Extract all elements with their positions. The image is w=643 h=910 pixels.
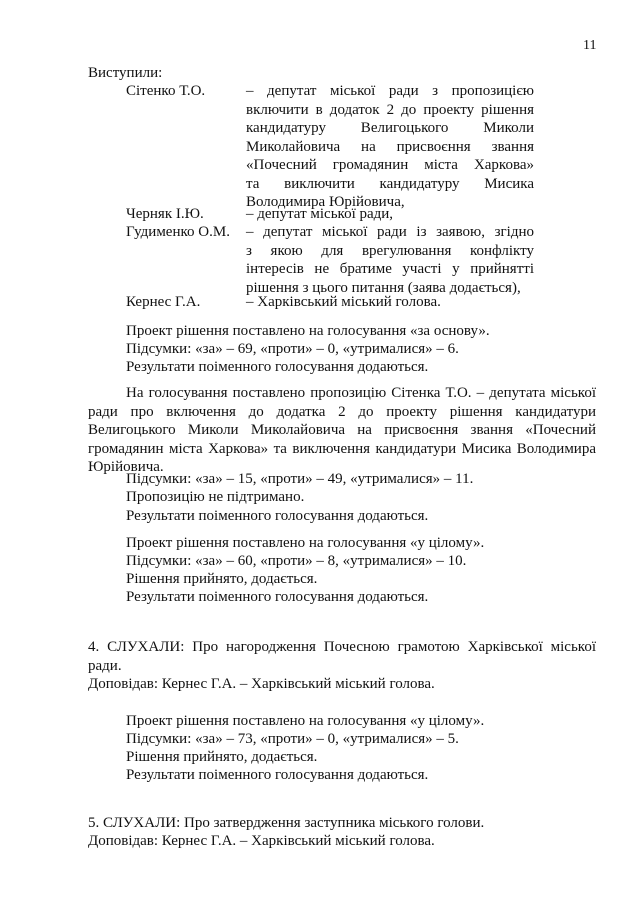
item4-heading-line: ради. xyxy=(88,657,122,674)
speaker-desc-line: – депутат міської ради із заявою, згідно xyxy=(246,224,534,240)
item4-heading-line: 4. СЛУХАЛИ: Про нагородження Почесною грамотою Харківської міської xyxy=(88,639,596,655)
speaker-name: Гудименко О.М. xyxy=(126,224,230,240)
item4-reporter: Доповідав: Кернес Г.А. – Харківський міський голова. xyxy=(88,676,435,692)
proposal-result-line: Підсумки: «за» – 15, «проти» – 49, «утрималися» – 11. xyxy=(126,471,474,487)
speaker-description xyxy=(246,205,534,224)
speaker-desc-line: інтересів не братиме участі у прийнятті xyxy=(246,261,534,277)
speaker-desc-line: рішення з цього питання (заява додається), xyxy=(246,279,521,296)
page-number: 11 xyxy=(583,38,597,53)
speaker-desc-line: «Почесний громадянин міста Харкова» xyxy=(246,157,534,173)
item4-result-line: Результати поіменного голосування додаються. xyxy=(126,767,429,783)
speaker-desc-line: Миколайовича на присвоєння звання xyxy=(246,138,534,155)
speaker-name: Черняк І.Ю. xyxy=(126,206,204,222)
vote-whole-line: Проект рішення поставлено на голосування «у цілому». xyxy=(126,535,485,551)
speaker-desc-line: – депутат міської ради, xyxy=(246,206,394,222)
speaker-desc-line: Володимира Юрійовича, xyxy=(246,194,405,210)
speaker-desc-line: – Харківський міський голова. xyxy=(246,294,441,310)
vote-basis-line: Підсумки: «за» – 69, «проти» – 0, «утрималися» – 6. xyxy=(126,341,459,357)
item5-reporter: Доповідав: Кернес Г.А. – Харківський міський голова. xyxy=(88,833,435,849)
vote-whole-line: Підсумки: «за» – 60, «проти» – 8, «утрималися» – 10. xyxy=(126,553,467,569)
paragraph-line: Юрійовича. xyxy=(88,459,164,475)
speaker-description xyxy=(246,82,534,212)
speaker-name: Сітенко Т.О. xyxy=(126,83,206,99)
speaker-desc-line: – депутат міської ради з пропозицією xyxy=(246,83,534,99)
proposal-result-line: Результати поіменного голосування додаються. xyxy=(126,508,429,524)
item4-heading xyxy=(88,638,596,675)
vote-whole-line: Результати поіменного голосування додаються. xyxy=(126,589,429,605)
paragraph-line: На голосування поставлено пропозицію Сітенка Т.О. – депутата міської xyxy=(126,385,596,401)
speaker-desc-line: включити в додаток 2 до проекту рішення xyxy=(246,101,534,118)
paragraph-line: громадянин міста Харкова» та виключення кандидатури Мисика Володимира xyxy=(88,440,596,457)
proposal-result-line: Пропозицію не підтримано. xyxy=(126,489,305,505)
item4-result-line: Рішення прийнято, додається. xyxy=(126,749,318,765)
vote-basis-line: Результати поіменного голосування додаються. xyxy=(126,359,429,375)
speaker-desc-line: та виключити кандидатуру Мисика xyxy=(246,175,534,192)
speaker-description xyxy=(246,293,534,312)
speakers-heading: Виступили: xyxy=(88,65,163,81)
speaker-description xyxy=(246,223,534,297)
speaker-desc-line: кандидатуру Велигоцького Миколи xyxy=(246,120,534,136)
paragraph-line: Велигоцького Миколи Миколайовича на присвоєння звання «Почесний xyxy=(88,422,596,438)
item5-heading: 5. СЛУХАЛИ: Про затвердження заступника міського голови. xyxy=(88,815,485,831)
vote-whole-line: Рішення прийнято, додається. xyxy=(126,571,318,587)
item4-result-line: Підсумки: «за» – 73, «проти» – 0, «утрималися» – 5. xyxy=(126,731,459,747)
paragraph-line: ради про включення до додатка 2 до проекту рішення кандидатури xyxy=(88,403,596,420)
proposal-paragraph xyxy=(88,384,596,477)
speaker-name: Кернес Г.А. xyxy=(126,294,201,310)
speaker-desc-line: з якою для врегулювання конфлікту xyxy=(246,242,534,259)
item4-result-line: Проект рішення поставлено на голосування «у цілому». xyxy=(126,713,485,729)
vote-basis-line: Проект рішення поставлено на голосування «за основу». xyxy=(126,323,490,339)
